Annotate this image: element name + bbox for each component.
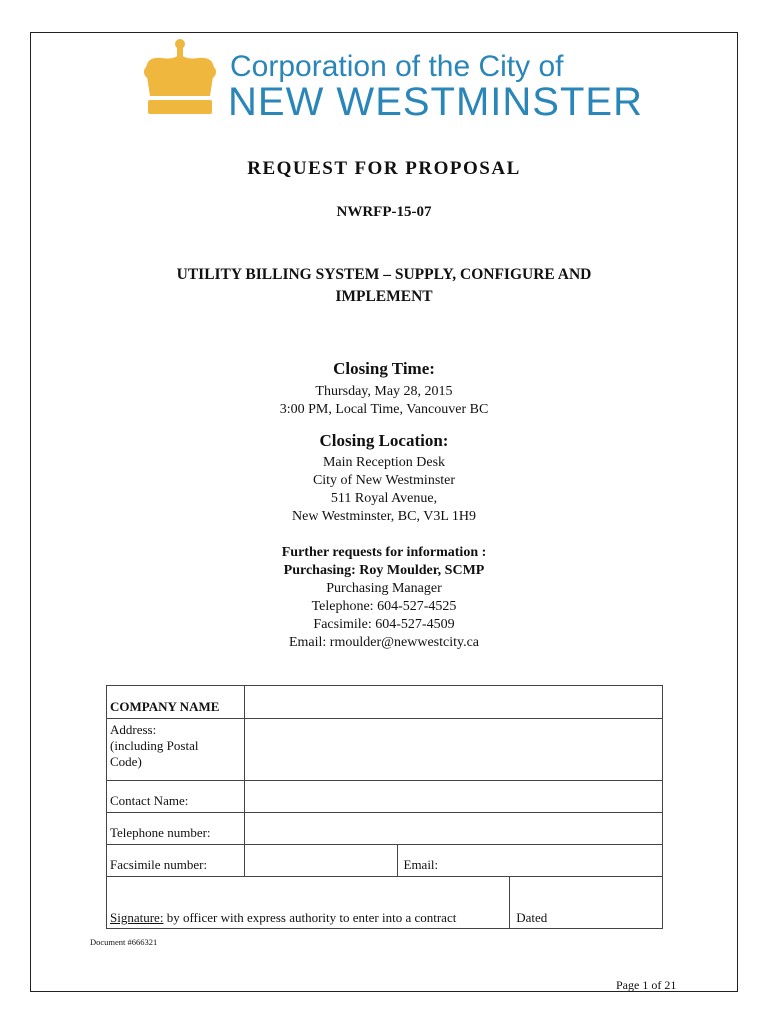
city-logo xyxy=(140,36,643,126)
company-info-form xyxy=(106,685,663,929)
contact-section xyxy=(30,544,738,652)
purchasing-role: Purchasing Manager xyxy=(326,581,442,596)
closing-location-section xyxy=(30,431,738,526)
rfp-number: NWRFP-15-07 xyxy=(336,204,432,220)
project-title xyxy=(30,264,738,308)
contact-name-label: Contact Name: xyxy=(107,781,245,813)
contact-facsimile: Facsimile: 604-527-4509 xyxy=(313,617,455,632)
signature-label: Signature: xyxy=(110,910,164,925)
page-number: Page 1 of 21 xyxy=(616,978,677,992)
location-line3: 511 Royal Avenue, xyxy=(330,491,438,506)
company-name-label: COMPANY NAME xyxy=(107,686,245,719)
logo-line1: Corporation of the City of xyxy=(230,50,564,83)
signature-cell[interactable] xyxy=(107,877,510,929)
further-requests: Further requests for information : xyxy=(281,545,487,560)
closing-time: 3:00 PM, Local Time, Vancouver BC xyxy=(279,402,489,417)
contact-email: Email: rmoulder@newwestcity.ca xyxy=(288,635,480,650)
location-line2: City of New Westminster xyxy=(312,473,456,488)
closing-time-heading: Closing Time: xyxy=(333,359,435,378)
document-number: Document #666321 xyxy=(90,937,158,947)
telephone-label: Telephone number: xyxy=(107,813,245,845)
crown-icon xyxy=(140,36,220,118)
address-field[interactable] xyxy=(244,719,662,781)
closing-date: Thursday, May 28, 2015 xyxy=(315,384,453,399)
company-name-field[interactable] xyxy=(244,686,662,719)
document-title: REQUEST FOR PROPOSAL xyxy=(247,158,521,179)
location-line4: New Westminster, BC, V3L 1H9 xyxy=(292,509,476,524)
address-label: Address: (including Postal Code) xyxy=(107,719,245,781)
dated-cell[interactable]: Dated xyxy=(510,877,663,929)
project-title-line1: UTILITY BILLING SYSTEM – SUPPLY, CONFIGURE AND xyxy=(176,266,592,283)
logo-line2: NEW WESTMINSTER xyxy=(228,80,643,124)
closing-time-section xyxy=(30,359,738,419)
project-title-line2: IMPLEMENT xyxy=(335,288,433,305)
telephone-field[interactable] xyxy=(244,813,662,845)
facsimile-field[interactable] xyxy=(244,845,397,877)
location-line1: Main Reception Desk xyxy=(322,455,446,470)
purchasing-contact: Purchasing: Roy Moulder, SCMP xyxy=(283,563,485,578)
contact-telephone: Telephone: 604-527-4525 xyxy=(311,599,457,614)
signature-description: by officer with express authority to enter into a contract xyxy=(163,910,457,925)
facsimile-label: Facsimile number: xyxy=(107,845,245,877)
email-label: Email: xyxy=(397,845,663,877)
closing-location-heading: Closing Location: xyxy=(319,431,449,450)
contact-name-field[interactable] xyxy=(244,781,662,813)
